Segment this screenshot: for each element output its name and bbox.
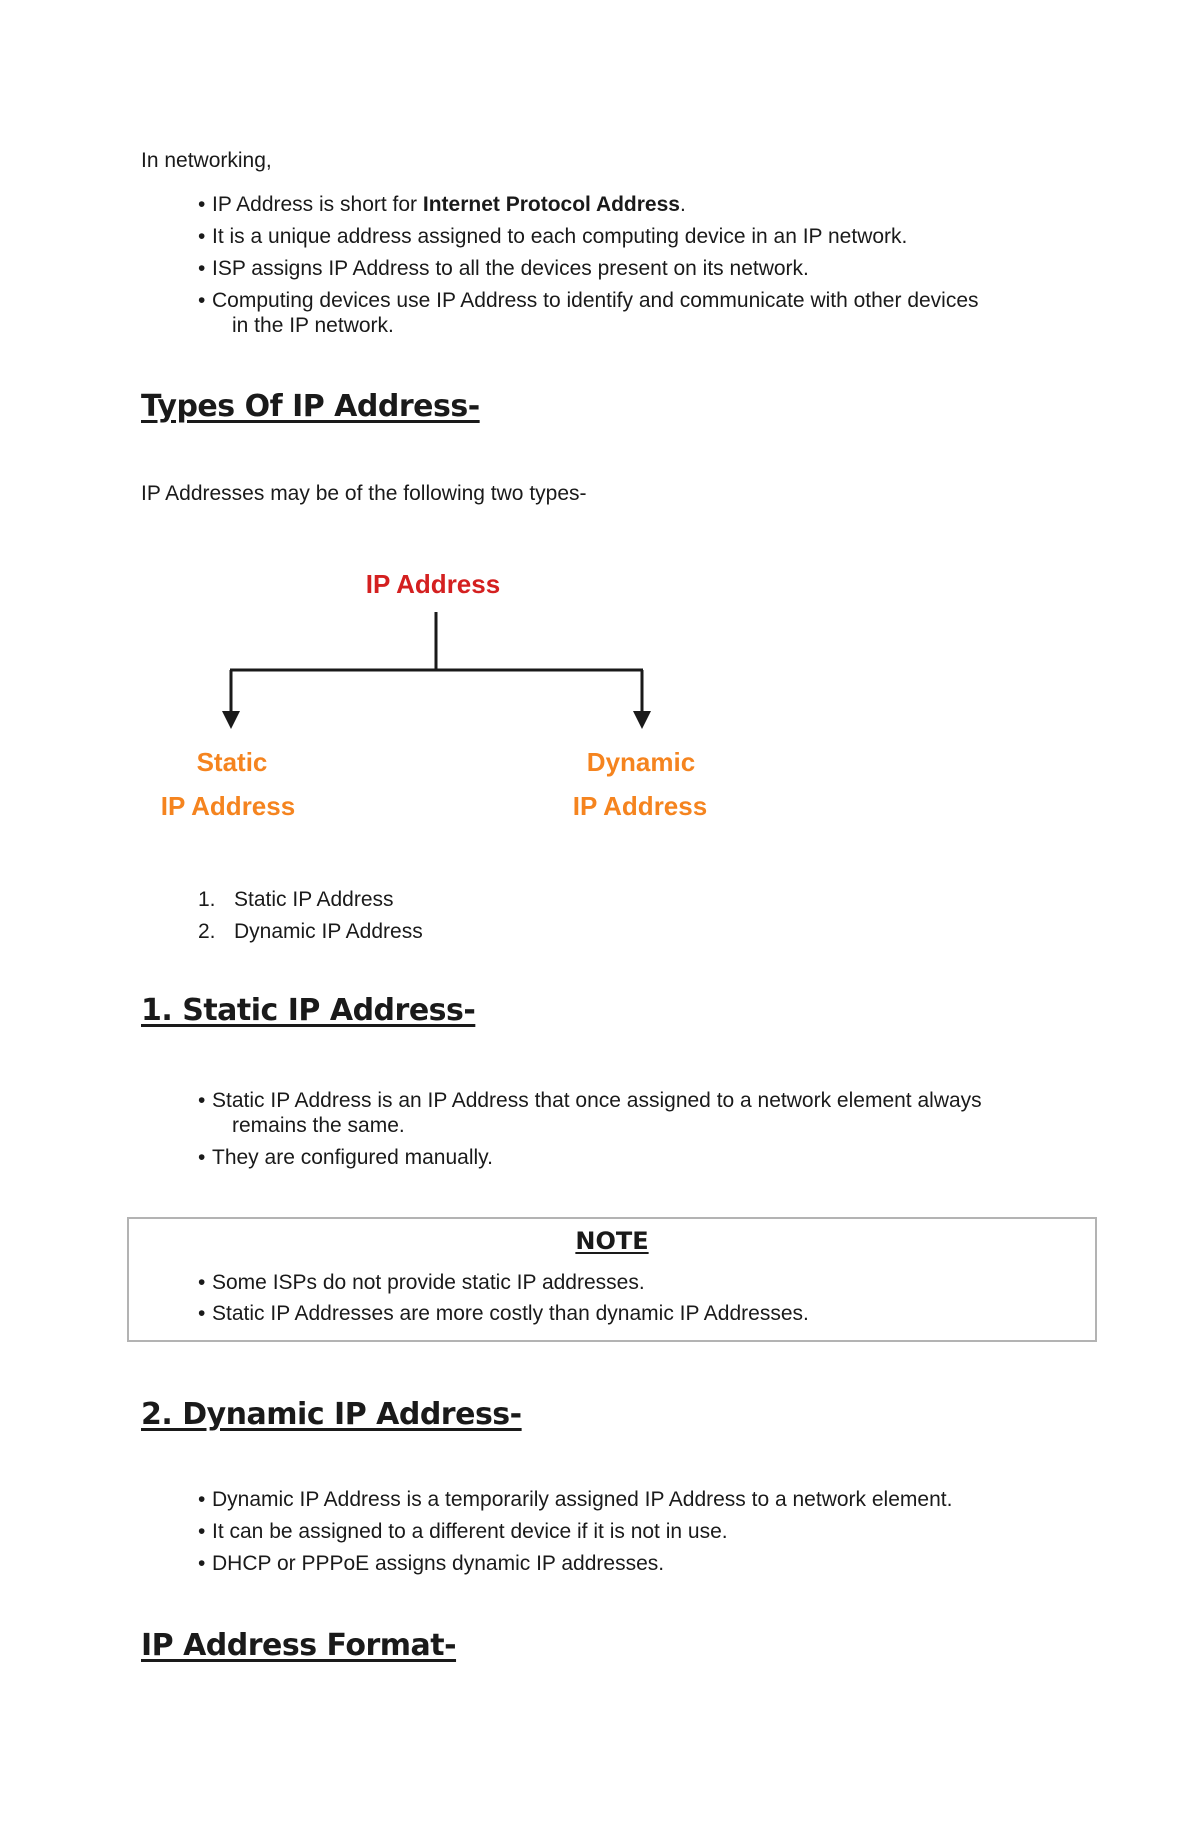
list-item: 1. Static IP Address: [198, 888, 394, 911]
bold-term: Internet Protocol Address: [422, 193, 680, 216]
note-box: [127, 1217, 1097, 1342]
diagram-dynamic-line2: IP Address: [572, 791, 708, 821]
diagram-static-line1: Static: [196, 747, 268, 777]
note-title: NOTE: [575, 1227, 649, 1255]
ip-types-diagram: [0, 0, 1200, 850]
list-item: 2. Dynamic IP Address: [198, 920, 423, 943]
list-item: • Computing devices use IP Address to identify and communicate with other devices in the IP network.: [198, 288, 979, 338]
types-numbered-list: [198, 884, 423, 948]
note-bullet-list: [198, 1270, 809, 1326]
static-bullet-list: [198, 1088, 982, 1170]
list-item: • ISP assigns IP Address to all the devices present on its network.: [198, 256, 979, 281]
list-item: • Dynamic IP Address is a temporarily assigned IP Address to a network element.: [198, 1487, 952, 1512]
diagram-root-label: IP Address: [365, 569, 501, 599]
list-item: • They are configured manually.: [198, 1145, 982, 1170]
diagram-left-arrowhead: [222, 711, 240, 729]
types-heading: Types Of IP Address-: [141, 389, 480, 424]
list-item: • Some ISPs do not provide static IP addresses.: [198, 1270, 809, 1295]
diagram-right-arrowhead: [633, 711, 651, 729]
diagram-static-line2: IP Address: [160, 791, 296, 821]
list-item: • DHCP or PPPoE assigns dynamic IP addresses.: [198, 1551, 952, 1576]
types-lead: IP Addresses may be of the following two types-: [141, 482, 587, 505]
diagram-dynamic-line1: Dynamic: [586, 747, 696, 777]
intro-lead: In networking,: [141, 149, 272, 172]
format-heading: IP Address Format-: [141, 1628, 457, 1663]
list-item: • It is a unique address assigned to each computing device in an IP network.: [198, 224, 979, 249]
list-item: • Static IP Address is an IP Address that once assigned to a network element always remains the same.: [198, 1088, 982, 1138]
list-item: • It can be assigned to a different device if it is not in use.: [198, 1519, 952, 1544]
static-heading: 1. Static IP Address-: [141, 993, 476, 1028]
list-item: • IP Address is short for Internet Protocol Address.: [198, 192, 979, 217]
dynamic-bullet-list: [198, 1487, 952, 1576]
list-item: • Static IP Addresses are more costly than dynamic IP Addresses.: [198, 1301, 809, 1326]
dynamic-heading: 2. Dynamic IP Address-: [141, 1397, 522, 1432]
